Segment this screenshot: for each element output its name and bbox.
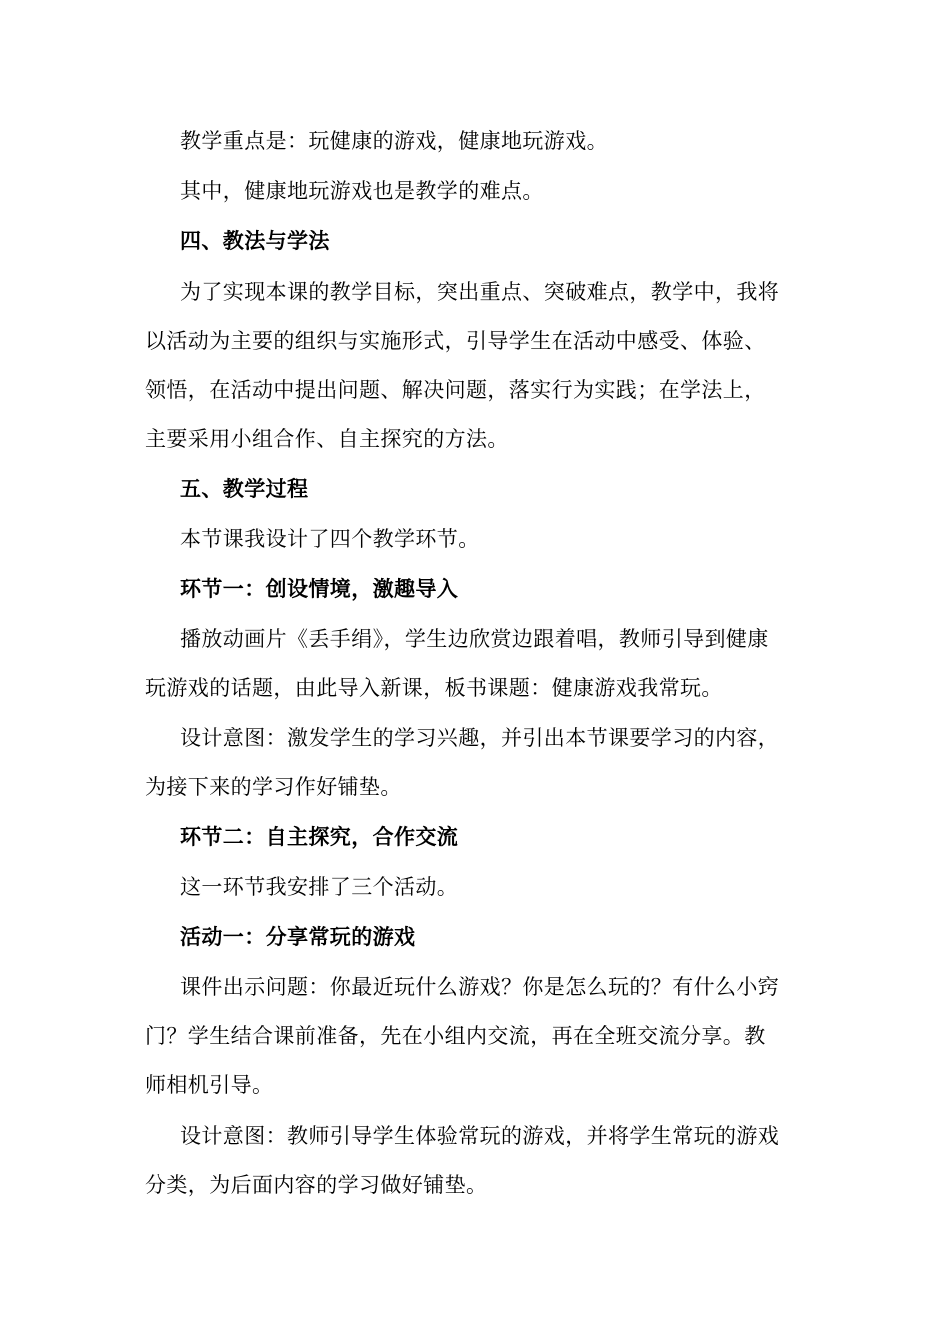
paragraph-methods-line-2: 以活动为主要的组织与实施形式，引导学生在活动中感受、体验、 xyxy=(145,329,766,353)
paragraph-step-one-line-1: 播放动画片《丢手绢》，学生边欣赏边跟着唱，教师引导到健康 xyxy=(180,627,769,651)
paragraph-methods-line-4: 主要采用小组合作、自主探究的方法。 xyxy=(145,427,509,451)
heading-process: 五、教学过程 xyxy=(180,476,309,501)
heading-step-one: 环节一：创设情境，激趣导入 xyxy=(180,576,459,601)
paragraph-step-one-line-2: 玩游戏的话题，由此导入新课，板书课题：健康游戏我常玩。 xyxy=(145,676,723,700)
heading-step-two: 环节二：自主探究，合作交流 xyxy=(180,824,459,849)
paragraph-key-points: 教学重点是：玩健康的游戏，健康地玩游戏。 xyxy=(180,129,608,153)
heading-activity-one: 活动一：分享常玩的游戏 xyxy=(180,924,416,949)
paragraph-activity-one-line-1: 课件出示问题：你最近玩什么游戏？你是怎么玩的？有什么小窍 xyxy=(180,975,780,999)
paragraph-intent-one-line-1: 设计意图：激发学生的学习兴趣，并引出本节课要学习的内容， xyxy=(180,726,780,750)
paragraph-methods-line-3: 领悟，在活动中提出问题、解决问题，落实行为实践；在学法上， xyxy=(145,378,766,402)
paragraph-intent-one-line-2: 为接下来的学习作好铺垫。 xyxy=(145,775,402,799)
paragraph-intent-two-line-1: 设计意图：教师引导学生体验常玩的游戏，并将学生常玩的游戏 xyxy=(180,1124,780,1148)
paragraph-activity-one-line-2: 门？学生结合课前准备，先在小组内交流，再在全班交流分享。教 xyxy=(145,1024,766,1048)
paragraph-activity-one-line-3: 师相机引导。 xyxy=(145,1073,274,1097)
heading-methods: 四、教法与学法 xyxy=(180,228,330,253)
paragraph-four-steps: 本节课我设计了四个教学环节。 xyxy=(180,527,480,551)
paragraph-methods-line-1: 为了实现本课的教学目标，突出重点、突破难点，教学中，我将 xyxy=(180,280,780,304)
paragraph-difficulty: 其中，健康地玩游戏也是教学的难点。 xyxy=(180,179,544,203)
paragraph-intent-two-line-2: 分类，为后面内容的学习做好铺垫。 xyxy=(145,1173,488,1197)
paragraph-three-activities: 这一环节我安排了三个活动。 xyxy=(180,875,459,899)
